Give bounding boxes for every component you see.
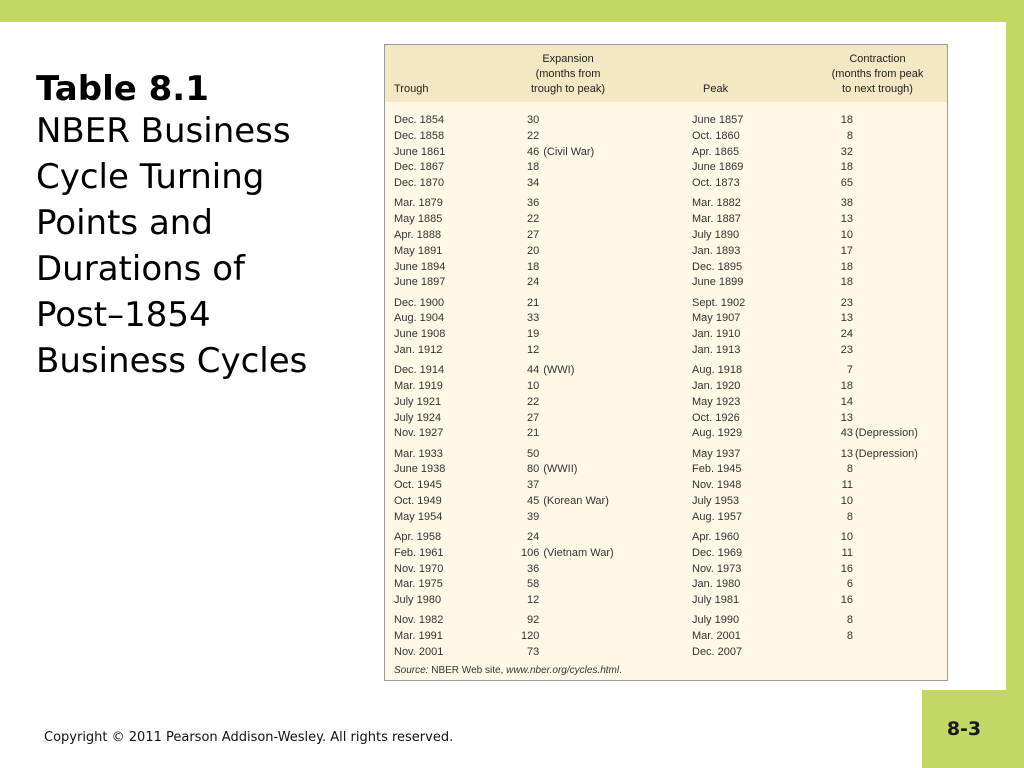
table-row (385, 545, 947, 561)
expansion-value: 12 (527, 594, 540, 607)
trough-cell: May 1885 (394, 213, 443, 226)
trough-cell: Dec. 1867 (394, 161, 445, 174)
peak-cell: July 1953 (692, 495, 740, 507)
header-expansion (503, 52, 633, 97)
trough-cell: Aug. 1904 (394, 312, 445, 325)
expansion-cell (527, 274, 543, 290)
table-header (385, 45, 947, 102)
expansion-cell (527, 326, 543, 342)
table-row (385, 592, 947, 608)
expansion-value: 22 (527, 395, 540, 408)
contraction-cell: 13 (840, 411, 853, 424)
expansion-cell (527, 195, 543, 211)
expansion-cell (521, 628, 543, 644)
trough-cell: June 1897 (394, 276, 446, 289)
expansion-value: 58 (527, 578, 540, 591)
peak-cell: Apr. 1865 (692, 145, 740, 158)
expansion-cell (527, 112, 543, 128)
peak-cell: Jan. 1893 (692, 244, 741, 257)
peak-cell: Jan. 1913 (692, 344, 741, 356)
table-row (385, 175, 947, 191)
contraction-cell: 24 (840, 328, 853, 341)
peak-cell: July 1981 (692, 594, 740, 607)
table-row (385, 529, 947, 545)
trough-cell: Nov. 1982 (394, 614, 444, 627)
caption-line: Durations of (36, 249, 245, 289)
expansion-cell (527, 243, 543, 259)
caption-line: Business Cycles (36, 341, 308, 381)
expansion-cell (527, 227, 543, 243)
trough-cell: Nov. 2001 (394, 646, 444, 658)
source-url: www.nber.org/cycles.html (506, 665, 620, 676)
expansion-cell (527, 493, 609, 509)
contraction-cell: 23 (840, 296, 853, 309)
peak-cell: Dec. 2007 (692, 646, 743, 658)
trough-cell: May 1954 (394, 510, 443, 523)
contraction-cell: 13 (840, 213, 853, 226)
table-row (385, 561, 947, 577)
table-row (385, 425, 947, 441)
expansion-cell (527, 410, 543, 426)
expansion-cell (527, 362, 574, 378)
expansion-cell (527, 461, 577, 477)
trough-cell: Mar. 1975 (394, 578, 443, 591)
table-row (385, 243, 947, 259)
expansion-value: 19 (527, 328, 540, 341)
header-contraction (810, 52, 945, 97)
expansion-value: 18 (527, 260, 540, 273)
trough-cell: Mar. 1879 (394, 197, 443, 210)
contraction-cell: 13 (840, 447, 853, 460)
table-row (385, 612, 947, 628)
expansion-note: (WWII) (543, 463, 578, 476)
expansion-cell (527, 509, 543, 525)
expansion-value: 24 (527, 531, 540, 543)
copyright-notice: Copyright © 2011 Pearson Addison-Wesley. All rights reserved. (44, 730, 454, 745)
expansion-cell (527, 446, 543, 462)
trough-cell: Dec. 1870 (394, 177, 445, 190)
expansion-value: 44 (527, 364, 540, 377)
peak-cell: May 1907 (692, 312, 741, 325)
peak-cell: Sept. 1902 (692, 296, 746, 309)
peak-cell: Mar. 1882 (692, 197, 741, 210)
expansion-value: 36 (527, 197, 540, 210)
table-row (385, 477, 947, 493)
peak-cell: Dec. 1969 (692, 546, 743, 559)
expansion-value: 120 (521, 630, 540, 643)
expansion-cell (527, 394, 543, 410)
expansion-value: 37 (527, 479, 540, 492)
expansion-cell (527, 175, 543, 191)
table-row (385, 195, 947, 211)
contraction-note-cell: (Depression) (855, 427, 918, 440)
peak-cell: Mar. 2001 (692, 630, 741, 643)
expansion-value: 73 (527, 646, 540, 658)
peak-cell: Oct. 1873 (692, 177, 740, 190)
header-expansion-line: trough to peak) (531, 83, 605, 95)
contraction-cell: 11 (841, 479, 853, 492)
expansion-cell (527, 211, 543, 227)
contraction-cell: 18 (840, 380, 853, 392)
contraction-cell: 18 (840, 114, 853, 126)
header-expansion-line: (months from (535, 68, 601, 80)
expansion-value: 50 (527, 447, 540, 460)
trough-cell: June 1908 (394, 328, 446, 341)
table-row (385, 509, 947, 525)
expansion-value: 10 (527, 380, 540, 392)
expansion-value: 46 (527, 145, 540, 158)
expansion-cell (527, 477, 543, 493)
header-contraction-line: (months from peak (831, 68, 924, 80)
expansion-value: 12 (527, 344, 540, 356)
peak-cell: June 1869 (692, 161, 744, 174)
expansion-note: (Civil War) (543, 145, 595, 158)
trough-cell: Apr. 1958 (394, 531, 442, 543)
expansion-note: (Korean War) (543, 495, 609, 507)
header-trough: Trough (394, 83, 429, 95)
table-row (385, 628, 947, 644)
contraction-cell: 7 (846, 364, 853, 377)
trough-cell: Feb. 1961 (394, 546, 444, 559)
table-source-note (394, 665, 622, 676)
peak-cell: July 1890 (692, 229, 740, 241)
expansion-cell (527, 592, 543, 608)
contraction-cell: 65 (840, 177, 853, 190)
contraction-cell: 8 (846, 129, 853, 142)
contraction-cell: 14 (840, 395, 853, 408)
expansion-cell (527, 259, 543, 275)
expansion-value: 18 (527, 161, 540, 174)
contraction-cell: 38 (840, 197, 853, 210)
peak-cell: Dec. 1895 (692, 260, 743, 273)
expansion-value: 39 (527, 510, 540, 523)
peak-cell: Aug. 1918 (692, 364, 743, 377)
source-label: Source: (394, 665, 429, 676)
trough-cell: Dec. 1900 (394, 296, 445, 309)
trough-cell: Apr. 1888 (394, 229, 442, 241)
contraction-cell: 8 (846, 463, 853, 476)
table-caption (36, 108, 376, 384)
expansion-cell (527, 310, 543, 326)
table-row (385, 576, 947, 592)
contraction-cell: 16 (840, 562, 853, 575)
caption-line: Cycle Turning (36, 157, 265, 197)
trough-cell: June 1894 (394, 260, 446, 273)
table-row (385, 446, 947, 462)
trough-cell: Nov. 1970 (394, 562, 444, 575)
header-contraction-line: to next trough) (842, 83, 913, 95)
header-contraction-line: Contraction (849, 53, 906, 65)
peak-cell: June 1899 (692, 276, 744, 289)
peak-cell: Mar. 1887 (692, 213, 741, 226)
peak-cell: Jan. 1920 (692, 380, 741, 392)
contraction-cell: 13 (840, 312, 853, 325)
table-row (385, 644, 947, 660)
expansion-value: 33 (527, 312, 540, 325)
business-cycle-table (384, 44, 948, 681)
table-row (385, 227, 947, 243)
source-text: NBER Web site, (431, 665, 507, 676)
trough-cell: Nov. 1927 (394, 427, 444, 440)
source-end: . (619, 665, 622, 676)
expansion-value: 80 (527, 463, 540, 476)
expansion-cell (527, 128, 543, 144)
contraction-cell: 8 (846, 614, 853, 627)
expansion-value: 22 (527, 213, 540, 226)
contraction-cell: 8 (846, 510, 853, 523)
contraction-cell: 18 (840, 161, 853, 174)
trough-cell: Dec. 1914 (394, 364, 445, 377)
trough-cell: Dec. 1858 (394, 129, 445, 142)
expansion-value: 30 (527, 114, 540, 126)
contraction-cell: 10 (840, 531, 853, 543)
expansion-cell (527, 612, 543, 628)
contraction-cell: 16 (840, 594, 853, 607)
trough-cell: Mar. 1991 (394, 630, 443, 643)
peak-cell: Jan. 1980 (692, 578, 741, 591)
table-number-heading: Table 8.1 (36, 69, 209, 109)
table-row (385, 310, 947, 326)
trough-cell: May 1891 (394, 244, 443, 257)
expansion-value: 27 (527, 411, 540, 424)
expansion-value: 22 (527, 129, 540, 142)
expansion-cell (527, 576, 543, 592)
peak-cell: July 1990 (692, 614, 740, 627)
expansion-cell (527, 342, 543, 358)
trough-cell: June 1938 (394, 463, 446, 476)
expansion-cell (527, 529, 543, 545)
contraction-cell: 23 (840, 344, 853, 356)
peak-cell: Feb. 1945 (692, 463, 742, 476)
contraction-cell: 32 (840, 145, 853, 158)
table-row (385, 493, 947, 509)
contraction-cell: 17 (840, 244, 853, 257)
trough-cell: Mar. 1919 (394, 380, 443, 392)
caption-line: Post–1854 (36, 295, 211, 335)
header-peak: Peak (703, 83, 729, 95)
peak-cell: Nov. 1948 (692, 479, 742, 492)
expansion-cell (527, 644, 543, 660)
table-row (385, 362, 947, 378)
table-row (385, 461, 947, 477)
table-row (385, 342, 947, 358)
table-row (385, 326, 947, 342)
table-row (385, 378, 947, 394)
peak-cell: June 1857 (692, 114, 744, 126)
table-row (385, 128, 947, 144)
expansion-value: 24 (527, 276, 540, 289)
table-row (385, 410, 947, 426)
trough-cell: July 1921 (394, 395, 442, 408)
peak-cell: Oct. 1926 (692, 411, 740, 424)
expansion-cell (527, 561, 543, 577)
contraction-cell: 18 (840, 276, 853, 289)
top-accent-band (0, 0, 1024, 22)
expansion-cell (527, 144, 594, 160)
table-row (385, 274, 947, 290)
expansion-cell (527, 425, 543, 441)
expansion-value: 20 (527, 244, 540, 257)
contraction-cell: 8 (846, 630, 853, 643)
peak-cell: Aug. 1957 (692, 510, 743, 523)
caption-line: NBER Business (36, 111, 291, 151)
contraction-cell: 11 (841, 546, 853, 559)
expansion-value: 34 (527, 177, 540, 190)
expansion-value: 21 (527, 296, 540, 309)
contraction-note-cell: (Depression) (855, 447, 918, 460)
expansion-value: 21 (527, 427, 540, 440)
expansion-value: 36 (527, 562, 540, 575)
peak-cell: Jan. 1910 (692, 328, 741, 341)
expansion-cell (527, 159, 543, 175)
trough-cell: Oct. 1949 (394, 495, 442, 507)
table-row (385, 295, 947, 311)
table-row (385, 144, 947, 160)
expansion-value: 106 (521, 546, 540, 559)
trough-cell: Jan. 1912 (394, 344, 443, 356)
right-accent-band (1006, 0, 1024, 768)
trough-cell: July 1980 (394, 594, 442, 607)
contraction-cell: 18 (840, 260, 853, 273)
contraction-cell: 10 (840, 229, 853, 241)
trough-cell: July 1924 (394, 411, 442, 424)
contraction-cell: 6 (846, 578, 853, 591)
caption-line: Points and (36, 203, 213, 243)
expansion-note: (WWI) (543, 364, 575, 377)
expansion-note: (Vietnam War) (543, 546, 614, 559)
peak-cell: May 1923 (692, 395, 741, 408)
contraction-cell: 43 (840, 427, 853, 440)
contraction-cell: 10 (840, 495, 853, 507)
expansion-cell (521, 545, 614, 561)
table-row (385, 259, 947, 275)
table-row (385, 112, 947, 128)
peak-cell: Apr. 1960 (692, 531, 740, 543)
trough-cell: Dec. 1854 (394, 114, 445, 126)
expansion-cell (527, 295, 543, 311)
peak-cell: Oct. 1860 (692, 129, 740, 142)
peak-cell: Nov. 1973 (692, 562, 742, 575)
peak-cell: Aug. 1929 (692, 427, 743, 440)
header-expansion-line: Expansion (542, 53, 594, 65)
expansion-value: 45 (527, 495, 540, 507)
expansion-value: 92 (527, 614, 540, 627)
expansion-cell (527, 378, 543, 394)
page-number-box (922, 690, 1006, 768)
peak-cell: May 1937 (692, 447, 741, 460)
trough-cell: June 1861 (394, 145, 446, 158)
trough-cell: Mar. 1933 (394, 447, 443, 460)
page-number: 8-3 (946, 718, 982, 740)
slide-title (36, 70, 376, 384)
trough-cell: Oct. 1945 (394, 479, 442, 492)
table-row (385, 211, 947, 227)
table-row (385, 159, 947, 175)
table-row (385, 394, 947, 410)
expansion-value: 27 (527, 229, 540, 241)
